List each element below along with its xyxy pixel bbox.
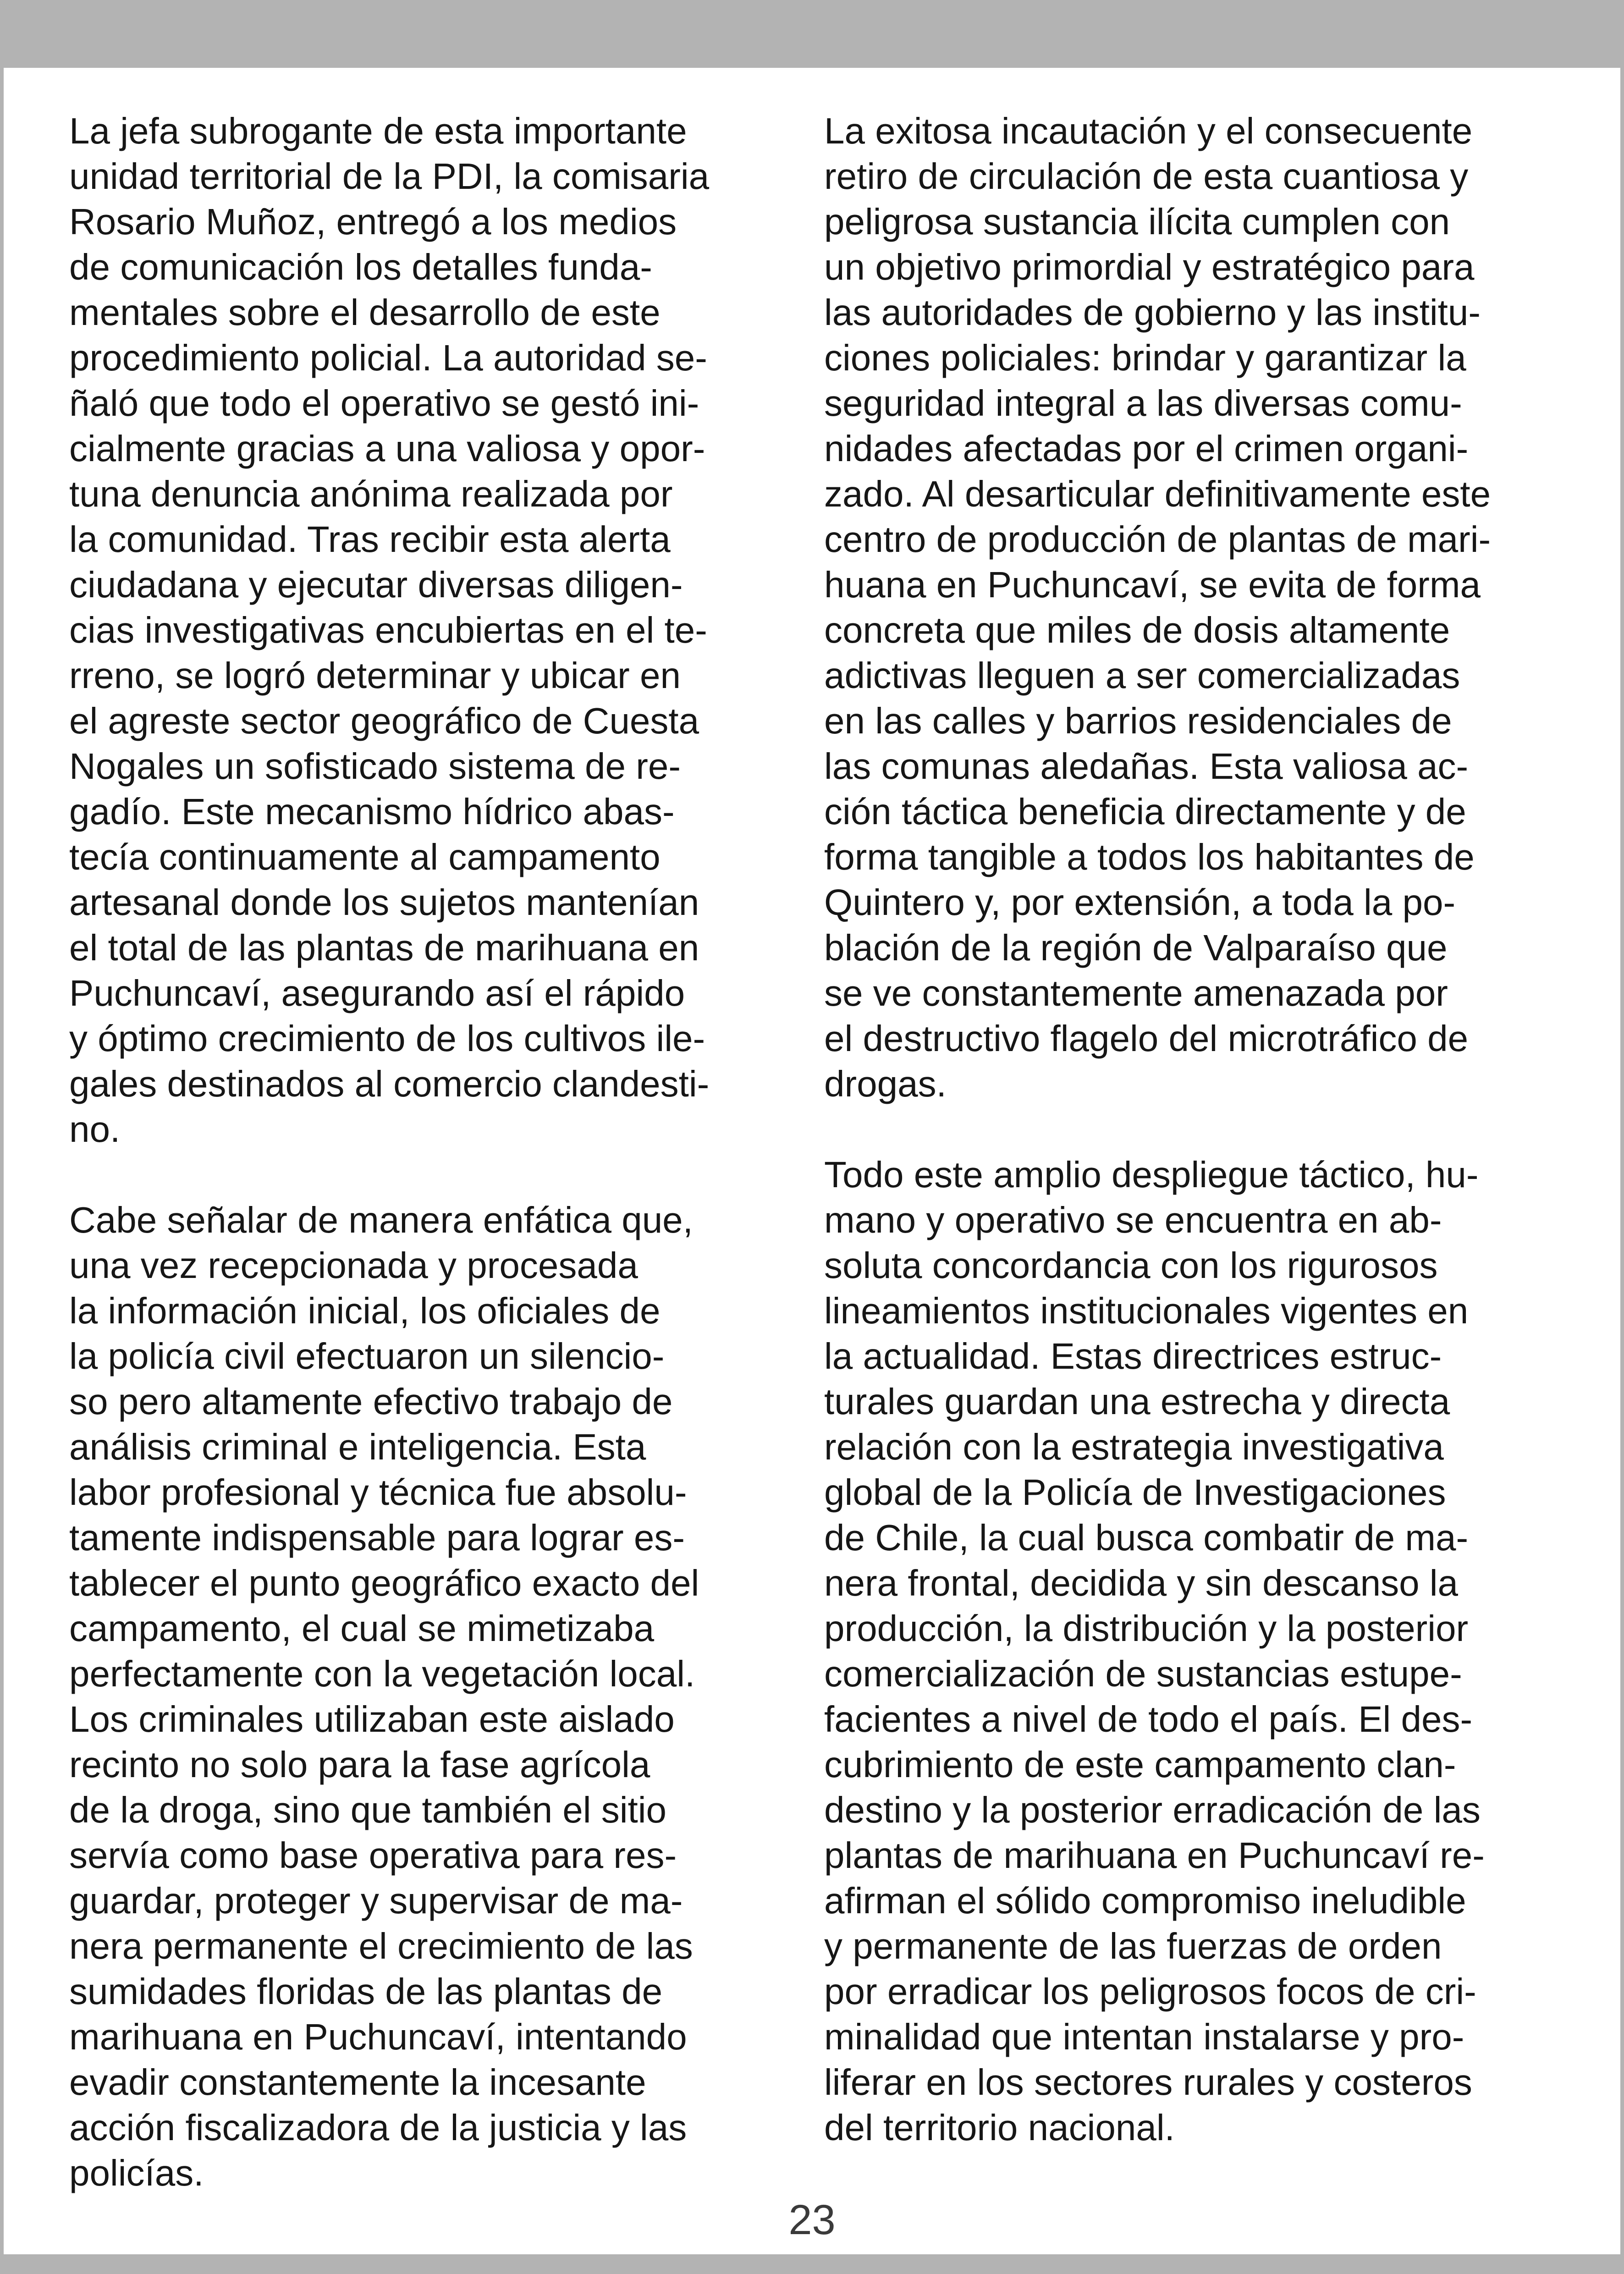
text-line: turales guardan una estrecha y directa bbox=[824, 1381, 1450, 1422]
text-line: nidades afectadas por el crimen organi- bbox=[824, 428, 1469, 469]
text-line: gadío. Este mecanismo hídrico abas- bbox=[69, 791, 675, 832]
text-line: las comunas aledañas. Esta valiosa ac- bbox=[824, 746, 1469, 787]
text-line: en las calles y barrios residenciales de bbox=[824, 700, 1452, 741]
text-line: análisis criminal e inteligencia. Esta bbox=[69, 1426, 646, 1467]
text-line: ñaló que todo el operativo se gestó ini- bbox=[69, 383, 699, 424]
text-line: tablecer el punto geográfico exacto del bbox=[69, 1563, 699, 1603]
paragraph-gap bbox=[69, 1152, 796, 1197]
text-line: tuna denuncia anónima realizada por bbox=[69, 474, 673, 514]
text-line: ciones policiales: brindar y garantizar la bbox=[824, 337, 1466, 378]
paragraph bbox=[69, 108, 796, 1152]
text-line: plantas de marihuana en Puchuncaví re- bbox=[824, 1835, 1485, 1876]
text-line: perfectamente con la vegetación local. bbox=[69, 1653, 695, 1694]
text-line: huana en Puchuncaví, se evita de forma bbox=[824, 564, 1481, 605]
document-page bbox=[4, 68, 1620, 2254]
text-line: y permanente de las fuerzas de orden bbox=[824, 1926, 1442, 1966]
text-line: campamento, el cual se mimetizaba bbox=[69, 1608, 655, 1649]
text-line: y óptimo crecimiento de los cultivos ile- bbox=[69, 1018, 705, 1059]
text-line: nera permanente el crecimiento de las bbox=[69, 1926, 693, 1966]
text-line: ciudadana y ejecutar diversas diligen- bbox=[69, 564, 683, 605]
text-line: gales destinados al comercio clandesti- bbox=[69, 1063, 710, 1104]
paragraph-gap bbox=[824, 1107, 1551, 1152]
text-line: el destructivo flagelo del microtráfico de bbox=[824, 1018, 1469, 1059]
left-column bbox=[69, 108, 796, 2196]
text-line: nera frontal, decidida y sin descanso la bbox=[824, 1563, 1459, 1603]
text-line: Cabe señalar de manera enfática que, bbox=[69, 1200, 693, 1240]
text-line: lineamientos institucionales vigentes en bbox=[824, 1290, 1469, 1331]
text-line: guardar, proteger y supervisar de ma- bbox=[69, 1880, 683, 1921]
text-line: recinto no solo para la fase agrícola bbox=[69, 1744, 650, 1785]
text-line: seguridad integral a las diversas comu- bbox=[824, 383, 1462, 424]
text-line: relación con la estrategia investigativa bbox=[824, 1426, 1444, 1467]
text-line: tecía continuamente al campamento bbox=[69, 837, 661, 877]
text-line: sumidades floridas de las plantas de bbox=[69, 1971, 663, 2012]
text-line: peligrosa sustancia ilícita cumplen con bbox=[824, 201, 1450, 242]
text-line: servía como base operativa para res- bbox=[69, 1835, 677, 1876]
text-line: artesanal donde los sujetos mantenían bbox=[69, 882, 699, 923]
text-line: forma tangible a todos los habitantes de bbox=[824, 837, 1475, 877]
text-line: Nogales un sofisticado sistema de re- bbox=[69, 746, 681, 787]
right-column bbox=[824, 108, 1551, 2150]
text-line: acción fiscalizadora de la justicia y las bbox=[69, 2107, 687, 2148]
paragraph bbox=[824, 108, 1551, 1107]
text-line: un objetivo primordial y estratégico para bbox=[824, 247, 1475, 287]
text-line: cialmente gracias a una valiosa y opor- bbox=[69, 428, 705, 469]
text-line: ción táctica beneficia directamente y de bbox=[824, 791, 1466, 832]
text-line: la comunidad. Tras recibir esta alerta bbox=[69, 519, 671, 560]
text-line: cubrimiento de este campamento clan- bbox=[824, 1744, 1456, 1785]
text-line: Todo este amplio despliegue táctico, hu- bbox=[824, 1154, 1479, 1195]
text-line: Quintero y, por extensión, a toda la po- bbox=[824, 882, 1456, 923]
text-line: se ve constantemente amenazada por bbox=[824, 973, 1448, 1013]
text-line: so pero altamente efectivo trabajo de bbox=[69, 1381, 673, 1422]
text-line: policías. bbox=[69, 2153, 204, 2193]
text-line: procedimiento policial. La autoridad se- bbox=[69, 337, 707, 378]
text-line: Rosario Muñoz, entregó a los medios bbox=[69, 201, 677, 242]
text-line: global de la Policía de Investigaciones bbox=[824, 1472, 1446, 1513]
text-line: comercialización de sustancias estupe- bbox=[824, 1653, 1462, 1694]
text-line: rreno, se logró determinar y ubicar en bbox=[69, 655, 681, 696]
text-line: no. bbox=[69, 1109, 121, 1150]
text-line: concreta que miles de dosis altamente bbox=[824, 610, 1450, 650]
text-line: cias investigativas encubiertas en el te- bbox=[69, 610, 707, 650]
text-line: mentales sobre el desarrollo de este bbox=[69, 292, 661, 333]
text-line: la policía civil efectuaron un silencio- bbox=[69, 1336, 665, 1377]
text-line: unidad territorial de la PDI, la comisaria bbox=[69, 156, 710, 197]
text-line: facientes a nivel de todo el país. El des- bbox=[824, 1699, 1473, 1740]
text-line: afirman el sólido compromiso ineludible bbox=[824, 1880, 1466, 1921]
text-line: destino y la posterior erradicación de las bbox=[824, 1789, 1481, 1830]
text-line: drogas. bbox=[824, 1063, 947, 1104]
text-line: la información inicial, los oficiales de bbox=[69, 1290, 661, 1331]
text-line: de Chile, la cual busca combatir de ma- bbox=[824, 1517, 1469, 1558]
text-line: labor profesional y técnica fue absolu- bbox=[69, 1472, 687, 1513]
text-line: tamente indispensable para lograr es- bbox=[69, 1517, 685, 1558]
text-line: blación de la región de Valparaíso que bbox=[824, 927, 1448, 968]
text-line: una vez recepcionada y procesada bbox=[69, 1245, 638, 1286]
text-line: soluta concordancia con los rigurosos bbox=[824, 1245, 1438, 1286]
page-number: 23 bbox=[788, 2197, 836, 2243]
text-line: adictivas lleguen a ser comercializadas bbox=[824, 655, 1460, 696]
text-line: minalidad que intentan instalarse y pro- bbox=[824, 2016, 1464, 2057]
text-line: Los criminales utilizaban este aislado bbox=[69, 1699, 675, 1740]
text-line: del territorio nacional. bbox=[824, 2107, 1175, 2148]
text-line: marihuana en Puchuncaví, intentando bbox=[69, 2016, 687, 2057]
text-line: de comunicación los detalles funda- bbox=[69, 247, 652, 287]
text-line: el agreste sector geográfico de Cuesta bbox=[69, 700, 699, 741]
text-line: el total de las plantas de marihuana en bbox=[69, 927, 699, 968]
text-line: mano y operativo se encuentra en ab- bbox=[824, 1200, 1442, 1240]
text-line: las autoridades de gobierno y las institu- bbox=[824, 292, 1481, 333]
text-line: zado. Al desarticular definitivamente este bbox=[824, 474, 1491, 514]
text-line: la actualidad. Estas directrices estruc- bbox=[824, 1336, 1442, 1377]
text-line: evadir constantemente la incesante bbox=[69, 2062, 646, 2103]
text-line: producción, la distribución y la posterior bbox=[824, 1608, 1469, 1649]
text-line: por erradicar los peligrosos focos de cri- bbox=[824, 1971, 1476, 2012]
text-line: de la droga, sino que también el sitio bbox=[69, 1789, 667, 1830]
text-line: retiro de circulación de esta cuantiosa y bbox=[824, 156, 1469, 197]
text-line: La exitosa incautación y el consecuente bbox=[824, 110, 1473, 151]
paragraph bbox=[824, 1152, 1551, 2150]
text-line: La jefa subrogante de esta importante bbox=[69, 110, 687, 151]
text-line: liferar en los sectores rurales y costeros bbox=[824, 2062, 1472, 2103]
text-line: Puchuncaví, asegurando así el rápido bbox=[69, 973, 685, 1013]
text-line: centro de producción de plantas de mari- bbox=[824, 519, 1491, 560]
paragraph bbox=[69, 1197, 796, 2196]
